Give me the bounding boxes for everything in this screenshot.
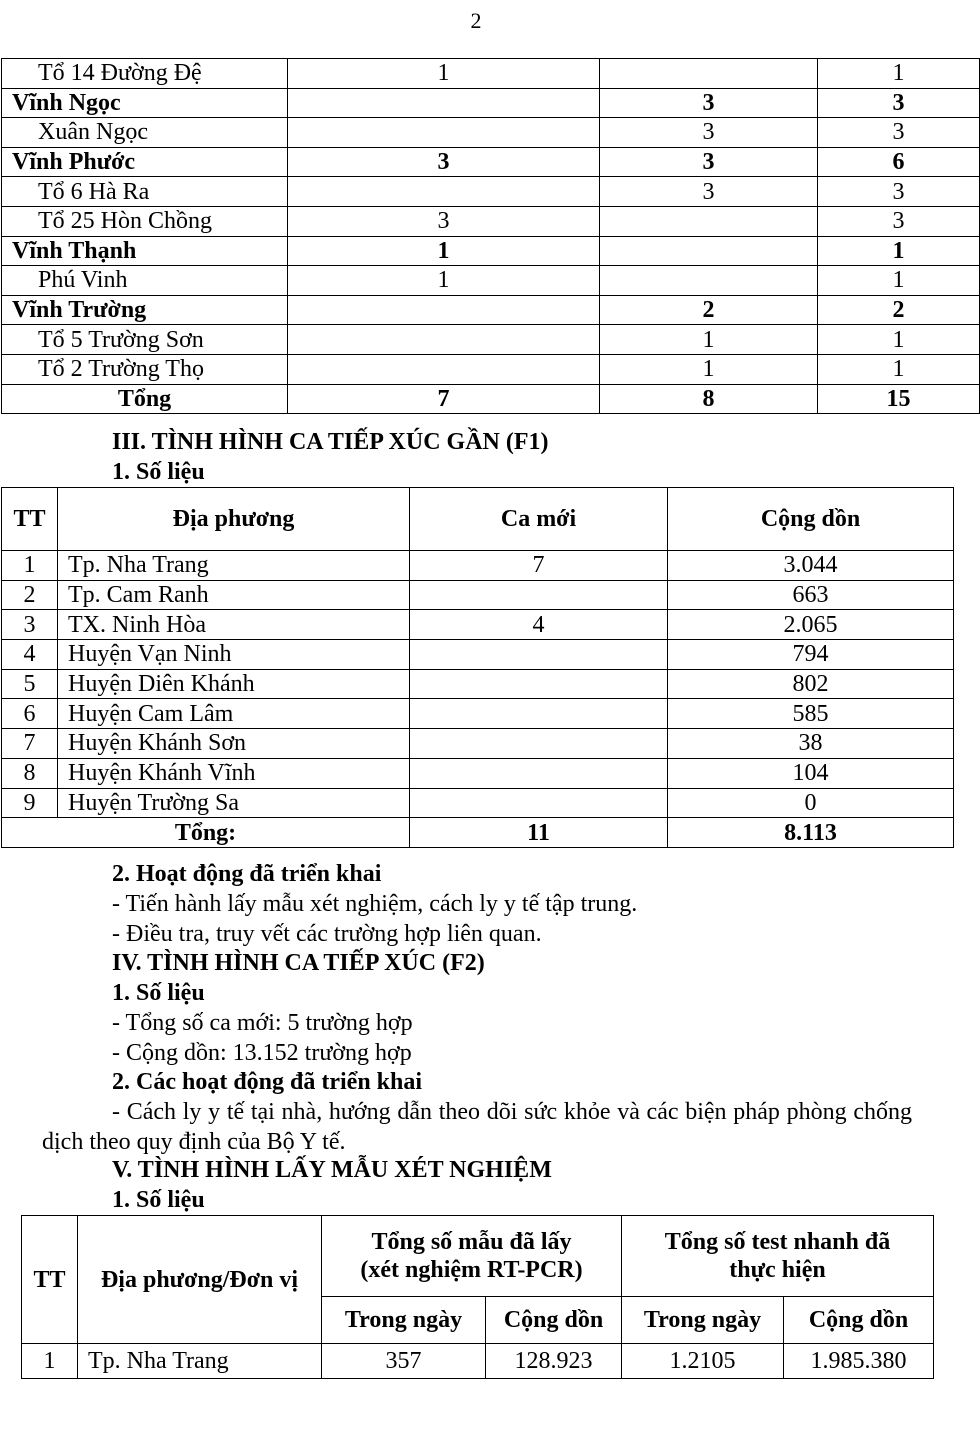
table-row [2,325,980,355]
header-new-cases: Ca mới [410,488,668,551]
section-3-bullet-1: - Tiến hành lấy mẫu xét nghiệm, cách ly y tế tập trung. [112,891,638,917]
header-cumulative: Cộng dồn [668,488,954,551]
table-row [2,88,980,118]
locality-name: Xuân Ngọc [2,118,288,148]
cases-total: 6 [818,147,980,177]
row-rapid-cumulative: 1.985.380 [784,1344,934,1379]
cases-total: 3 [818,206,980,236]
table-row [2,236,980,266]
locality-cases-table [1,58,980,414]
table-row [2,266,980,296]
table-row [2,551,954,581]
row-tt: 5 [2,669,58,699]
row-pcr-cumulative: 128.923 [486,1344,622,1379]
locality-name: Tổ 2 Trường Thọ [2,354,288,384]
total-label: Tổng: [2,818,410,848]
testing-table [21,1215,934,1379]
header-tt: TT [22,1216,78,1344]
row-new-cases: 7 [410,551,668,581]
section-3-subheading-data: 1. Số liệu [112,459,205,485]
row-new-cases [410,580,668,610]
row-cumulative: 663 [668,580,954,610]
cases-col-a: 3 [288,206,600,236]
cases-total: 1 [818,325,980,355]
row-cumulative: 38 [668,729,954,759]
table-row [2,699,954,729]
header-rapid-cumulative: Cộng dồn [784,1297,934,1344]
table-row [2,177,980,207]
section-3-subheading-activities: 2. Hoạt động đã triển khai [112,861,382,887]
cases-col-b: 2 [600,295,818,325]
cases-total: 1 [818,354,980,384]
row-new-cases [410,758,668,788]
row-place: TX. Ninh Hòa [58,610,410,640]
header-pcr-cumulative: Cộng dồn [486,1297,622,1344]
table-row [2,206,980,236]
row-place: Tp. Cam Ranh [58,580,410,610]
table-row [2,118,980,148]
table-total-row [2,384,980,414]
table-row [2,147,980,177]
cases-col-b: 3 [600,147,818,177]
cases-col-a [288,118,600,148]
cases-col-b: 1 [600,354,818,384]
row-cumulative: 104 [668,758,954,788]
row-tt: 6 [2,699,58,729]
row-new-cases [410,669,668,699]
locality-name: Tổ 6 Hà Ra [2,177,288,207]
section-5-subheading-data: 1. Số liệu [112,1187,205,1213]
table-row [22,1344,934,1379]
table-row [2,610,954,640]
table-row [2,788,954,818]
header-place: Địa phương [58,488,410,551]
row-new-cases [410,729,668,759]
cases-total: 3 [818,118,980,148]
cases-col-a [288,325,600,355]
table-row [2,758,954,788]
table-row [2,354,980,384]
section-4-bullet-2: - Cộng dồn: 13.152 trường hợp [112,1040,412,1066]
total-col-a: 7 [288,384,600,414]
row-tt: 2 [2,580,58,610]
locality-name: Vĩnh Ngọc [2,88,288,118]
total-sum: 15 [818,384,980,414]
row-tt: 9 [2,788,58,818]
header-pcr-samples [322,1216,622,1297]
row-tt: 7 [2,729,58,759]
table-row [2,295,980,325]
header-rapid-tests [622,1216,934,1297]
total-label: Tổng [2,384,288,414]
locality-name: Vĩnh Phước [2,147,288,177]
row-new-cases [410,640,668,670]
table-total-row [2,818,954,848]
cases-col-a: 1 [288,59,600,89]
row-new-cases [410,788,668,818]
cases-total: 3 [818,88,980,118]
total-cumulative: 8.113 [668,818,954,848]
total-new-cases: 11 [410,818,668,848]
table-row [2,59,980,89]
cases-col-a: 1 [288,266,600,296]
row-place: Tp. Nha Trang [78,1344,322,1379]
cases-total: 3 [818,177,980,207]
row-tt: 1 [2,551,58,581]
locality-name: Vĩnh Thạnh [2,236,288,266]
row-cumulative: 794 [668,640,954,670]
section-3-bullet-2: - Điều tra, truy vết các trường hợp liên quan. [112,921,542,947]
cases-col-b: 3 [600,88,818,118]
cases-col-a: 3 [288,147,600,177]
row-new-cases: 4 [410,610,668,640]
cases-col-a [288,88,600,118]
locality-name: Phú Vinh [2,266,288,296]
cases-total: 1 [818,59,980,89]
row-place: Huyện Vạn Ninh [58,640,410,670]
cases-col-b [600,236,818,266]
row-pcr-day: 357 [322,1344,486,1379]
section-4-paragraph: - Cách ly y tế tại nhà, hướng dẫn theo dõi sức khỏe và các biện pháp phòng chống dịch theo quy định của Bộ Y tế. [42,1099,912,1155]
table-row [2,729,954,759]
locality-name: Tổ 25 Hòn Chồng [2,206,288,236]
row-cumulative: 3.044 [668,551,954,581]
row-tt: 3 [2,610,58,640]
locality-name: Vĩnh Trường [2,295,288,325]
row-cumulative: 802 [668,669,954,699]
header-tt: TT [2,488,58,551]
table-header-row [2,488,954,551]
table-row [2,640,954,670]
header-pcr-line-1: Tổng số mẫu đã lấy [371,1229,572,1255]
row-new-cases [410,699,668,729]
cases-col-b: 3 [600,118,818,148]
section-4-subheading-activities: 2. Các hoạt động đã triển khai [112,1069,423,1095]
locality-name: Tổ 14 Đường Đệ [2,59,288,89]
row-place: Huyện Khánh Sơn [58,729,410,759]
cases-total: 1 [818,236,980,266]
row-cumulative: 0 [668,788,954,818]
row-rapid-day: 1.2105 [622,1344,784,1379]
row-cumulative: 585 [668,699,954,729]
cases-col-b [600,206,818,236]
cases-col-a [288,177,600,207]
header-rapid-line-1: Tổng số test nhanh đã [664,1229,891,1255]
table-header-row [22,1216,934,1297]
f1-contacts-table [1,487,954,848]
header-pcr-day: Trong ngày [322,1297,486,1344]
cases-total: 1 [818,266,980,296]
cases-col-a [288,354,600,384]
cases-col-a [288,295,600,325]
section-4-bullet-1: - Tổng số ca mới: 5 trường hợp [112,1010,413,1036]
header-pcr-line-2: (xét nghiệm RT-PCR) [360,1257,583,1283]
total-col-b: 8 [600,384,818,414]
row-tt: 4 [2,640,58,670]
row-place: Huyện Khánh Vĩnh [58,758,410,788]
section-5-heading: V. TÌNH HÌNH LẤY MẪU XÉT NGHIỆM [112,1157,552,1183]
section-4-subheading-data: 1. Số liệu [112,980,205,1006]
table-row [2,580,954,610]
row-place: Huyện Cam Lâm [58,699,410,729]
table-row [2,669,954,699]
header-place: Địa phương/Đơn vị [78,1216,322,1344]
cases-col-b [600,59,818,89]
row-cumulative: 2.065 [668,610,954,640]
page-number: 2 [470,8,482,33]
row-tt: 8 [2,758,58,788]
cases-total: 2 [818,295,980,325]
row-place: Huyện Diên Khánh [58,669,410,699]
header-rapid-line-2: thực hiện [729,1257,826,1283]
row-place: Tp. Nha Trang [58,551,410,581]
section-3-heading: III. TÌNH HÌNH CA TIẾP XÚC GẦN (F1) [112,429,549,455]
row-tt: 1 [22,1344,78,1379]
header-rapid-day: Trong ngày [622,1297,784,1344]
locality-name: Tổ 5 Trường Sơn [2,325,288,355]
row-place: Huyện Trường Sa [58,788,410,818]
cases-col-b: 3 [600,177,818,207]
cases-col-b [600,266,818,296]
cases-col-b: 1 [600,325,818,355]
cases-col-a: 1 [288,236,600,266]
section-4-heading: IV. TÌNH HÌNH CA TIẾP XÚC (F2) [112,950,485,976]
